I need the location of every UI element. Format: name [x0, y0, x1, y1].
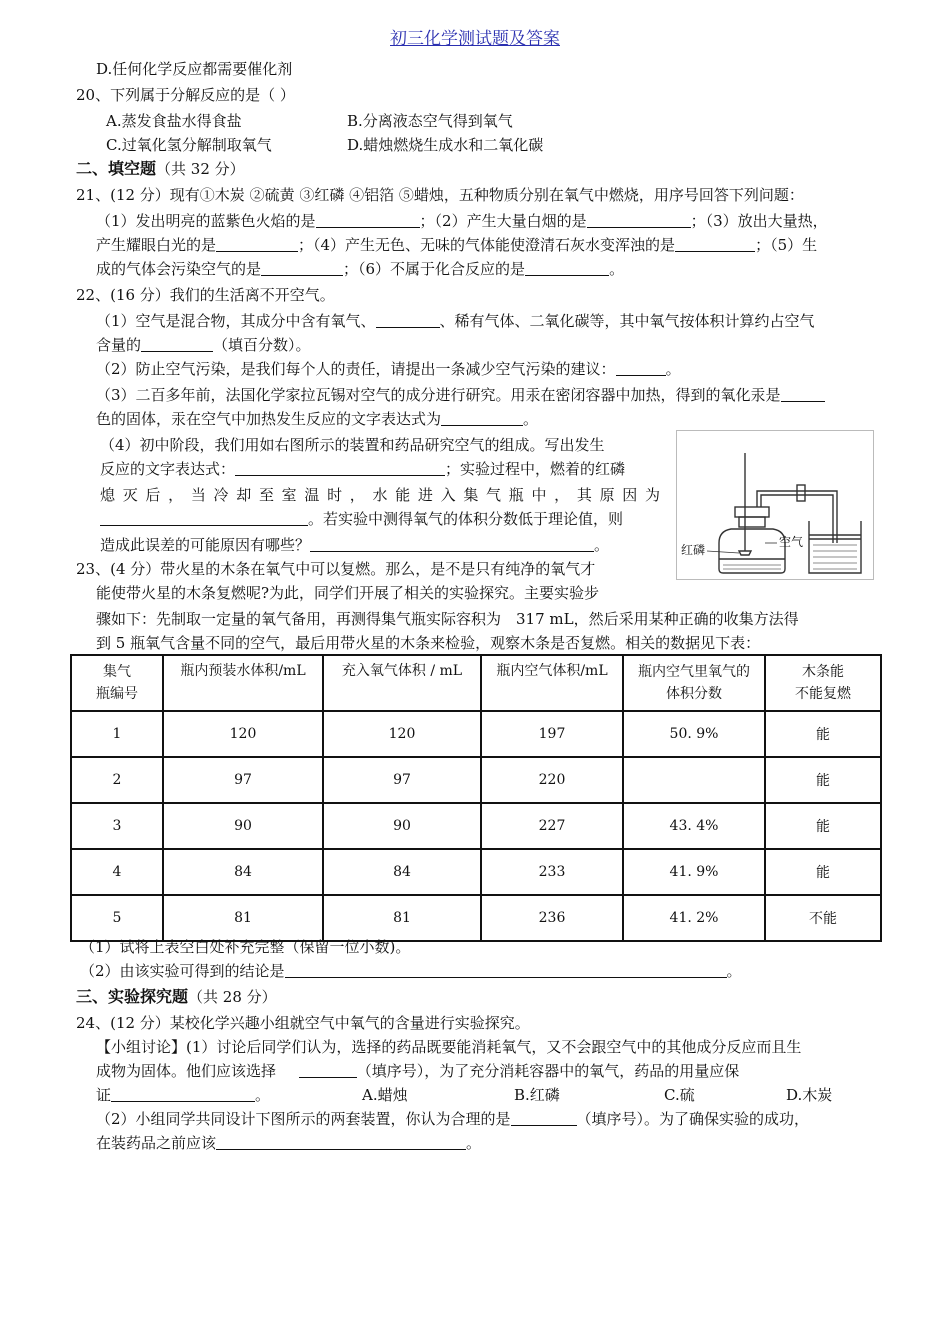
q22-blank-7[interactable]: [100, 509, 308, 526]
q22-s3-b: 色的固体，汞在空气中加热发生反应的文字表达式为: [96, 410, 442, 428]
q21-blank-5[interactable]: [261, 259, 343, 276]
q23-sub1: （1）试将上表空白处补充完整（保留一位小数)。: [80, 938, 411, 956]
table-cell: 能: [765, 803, 881, 849]
q22-s4-line3: 熄灭后，当冷却至室温时，水能进入集气瓶中，其原因为: [100, 486, 660, 504]
q22-s1-line1: [96, 310, 815, 332]
table-header-cell: 瓶内预装水体积/mL: [163, 655, 323, 711]
q22-blank-8[interactable]: [310, 535, 594, 552]
q22-s3-line2: [96, 408, 538, 430]
q24-blank-1[interactable]: [299, 1061, 357, 1078]
q24-d5-b: 。: [466, 1134, 482, 1152]
q21-line2: [96, 234, 817, 256]
q22-s4-line4: [100, 508, 623, 530]
q23-sub2-b: 。: [726, 962, 742, 980]
q22-s1-b: 、稀有气体、二氧化碳等，其中氧气按体积计算约占空气: [439, 312, 815, 330]
q22-stem: 22、(16 分）我们的生活离不开空气。: [76, 286, 335, 304]
q24-d4-a: （2）小组同学共同设计下图所示的两套装置，你认为合理的是: [96, 1110, 511, 1128]
q22-s1-a: （1）空气是混合物，其成分中含有氧气、: [96, 312, 376, 330]
table-header-cell: 充入氧气体积 / mL: [323, 655, 481, 711]
q24-d2-b: （填序号），为了充分消耗容器中的氧气，药品的用量应保: [356, 1062, 740, 1080]
q21-blank-4[interactable]: [675, 235, 755, 252]
figure-label-phosphorus: 红磷: [681, 543, 706, 557]
table-cell: 能: [765, 849, 881, 895]
q22-blank-4[interactable]: [781, 385, 825, 402]
q24-option-a: A.蜡烛: [362, 1086, 408, 1104]
q24-option-b: B.红磷: [514, 1086, 560, 1104]
table-cell: 84: [163, 849, 323, 895]
table-header-cell: 瓶内空气里氧气的 体积分数: [623, 655, 765, 711]
q20-option-d: D.蜡烛燃烧生成水和二氧化碳: [347, 136, 544, 154]
table-cell: 不能: [765, 895, 881, 941]
q22-s2-a: （2）防止空气污染，是我们每个人的责任，请提出一条减少空气污染的建议：: [96, 360, 616, 378]
q20-option-a: A.蒸发食盐水得食盐: [106, 112, 242, 130]
q23-blank-conclusion[interactable]: [285, 961, 727, 978]
q20-stem: 20、下列属于分解反应的是（ ）: [76, 86, 295, 104]
section3-points: （共 28 分）: [188, 988, 277, 1006]
table-row: [71, 803, 881, 849]
q24-option-d: D.木炭: [786, 1086, 833, 1104]
q23-line3: 骤如下：先制取一定量的氧气备用，再测得集气瓶实际容积为 317 mL，然后采用某种正确的收集方法得: [96, 610, 799, 628]
q22-blank-2[interactable]: [141, 335, 213, 352]
q23-sub2-a: （2）由该实验可得到的结论是: [80, 962, 285, 980]
q20-option-b: B.分离液态空气得到氧气: [347, 112, 513, 130]
q20-option-c: C.过氧化氢分解制取氧气: [106, 136, 272, 154]
q21-stem: 21、(12 分）现有①木炭 ②硫黄 ③红磷 ④铝箔 ⑤蜡烛，五种物质分别在氧气中燃烧，用序号回答下列问题：: [76, 186, 804, 204]
q24-blank-4[interactable]: [216, 1133, 466, 1150]
q24-d3-a: 证: [96, 1086, 112, 1104]
q21-part1: （1）发出明亮的蓝紫色火焰的是: [96, 212, 316, 230]
page-title[interactable]: 初三化学测试题及答案: [390, 29, 560, 49]
q23-sub2: [80, 960, 742, 982]
table-cell: 197: [481, 711, 623, 757]
table-row: [71, 757, 881, 803]
q22-s4-c: ；实验过程中，燃着的红磷: [445, 460, 626, 478]
table-cell: 90: [323, 803, 481, 849]
q22-s4-e: 。若实验中测得氧气的体积分数低于理论值，则: [308, 510, 624, 528]
q21-line2-c: ；（5）生: [755, 236, 818, 254]
q24-d2-a: 成物为固体。他们应该选择: [96, 1062, 277, 1080]
q23-line2: 能使带火星的木条复燃呢?为此，同学们开展了相关的实验探究。主要实验步: [96, 584, 600, 602]
table-cell: 41. 9%: [623, 849, 765, 895]
section2-heading: [76, 158, 245, 180]
q22-s4-line2: [100, 458, 625, 480]
table-header-cell: 瓶内空气体积/mL: [481, 655, 623, 711]
table-cell: 2: [71, 757, 163, 803]
q24-d4: [96, 1108, 809, 1130]
q22-blank-1[interactable]: [376, 311, 440, 328]
q24-d2: [96, 1060, 739, 1082]
q21-line2-a: 产生耀眼白光的是: [96, 236, 217, 254]
table-cell: 41. 2%: [623, 895, 765, 941]
q21-blank-2[interactable]: [587, 211, 691, 228]
table-cell: 220: [481, 757, 623, 803]
q24-blank-3[interactable]: [511, 1109, 577, 1126]
q22-s3-line1: [96, 384, 825, 406]
apparatus-figure: [676, 430, 874, 580]
table-cell: 84: [323, 849, 481, 895]
table-cell: 90: [163, 803, 323, 849]
table-cell: 43. 4%: [623, 803, 765, 849]
q21-line2-b: ；（4）产生无色、无味的气体能使澄清石灰水变浑浊的是: [298, 236, 676, 254]
q21-line3-b: ；（6）不属于化合反应的是: [343, 260, 526, 278]
q21-part2: ；（2）产生大量白烟的是: [419, 212, 587, 230]
q22-s1-line2: [96, 334, 311, 356]
q21-blank-3[interactable]: [216, 235, 298, 252]
q24-stem: 24、(12 分）某校化学兴趣小组就空气中氧气的含量进行实验探究。: [76, 1014, 530, 1032]
apparatus-drawing: [677, 431, 873, 579]
table-cell: 120: [323, 711, 481, 757]
q24-d5: [96, 1132, 481, 1154]
q19-option-d: D.任何化学反应都需要催化剂: [96, 60, 293, 78]
table-cell: 4: [71, 849, 163, 895]
q22-s4-g: 。: [594, 536, 610, 554]
section2-title: 二、填空题: [76, 159, 157, 178]
q21-part3: ；（3）放出大量热，: [690, 212, 828, 230]
figure-label-air: 空气: [779, 535, 804, 549]
q22-s3-a: （3）二百多年前，法国化学家拉瓦锡对空气的成分进行研究。用汞在密闭容器中加热，得到的氧化汞是: [96, 386, 781, 404]
table-header-cell: 木条能 不能复燃: [765, 655, 881, 711]
q22-blank-3[interactable]: [616, 359, 666, 376]
q22-s1-c: 含量的: [96, 336, 142, 354]
q23-line4: 到 5 瓶氧气含量不同的空气，最后用带火星的木条来检验，观察木条是否复燃。相关的数据见下表：: [96, 634, 761, 652]
q24-d3: [96, 1084, 270, 1106]
table-cell: 227: [481, 803, 623, 849]
q22-s4-line5: [100, 534, 609, 556]
section3-title: 三、实验探究题: [76, 987, 189, 1006]
q22-blank-5[interactable]: [441, 409, 523, 426]
q21-line1: [96, 210, 828, 232]
q21-blank-1[interactable]: [316, 211, 420, 228]
q23-line1: 23、(4 分）带火星的木条在氧气中可以复燃。那么，是不是只有纯净的氧气才: [76, 560, 596, 578]
q24-blank-2[interactable]: [111, 1085, 255, 1102]
table-cell: 50. 9%: [623, 711, 765, 757]
section2-points: （共 32 分）: [156, 160, 245, 178]
table-row: [71, 849, 881, 895]
q24-d3-b: 。: [255, 1086, 271, 1104]
table-cell: 81: [323, 895, 481, 941]
q22-s2: [96, 358, 681, 380]
q24-d4-b: （填序号）。为了确保实验的成功，: [576, 1110, 810, 1128]
table-row: [71, 895, 881, 941]
table-cell: 233: [481, 849, 623, 895]
table-blank-cell[interactable]: [623, 757, 765, 803]
q22-s4-line1: （4）初中阶段，我们用如右图所示的装置和药品研究空气的组成。写出发生: [100, 436, 605, 454]
q21-line3-c: 。: [609, 260, 625, 278]
table-cell: 1: [71, 711, 163, 757]
q21-line3: [96, 258, 624, 280]
table-cell: 120: [163, 711, 323, 757]
oxygen-data-table: [70, 654, 882, 942]
table-cell: 81: [163, 895, 323, 941]
q24-d1: 【小组讨论】(1）讨论后同学们认为，选择的药品既要能消耗氧气，又不会跟空气中的其他成分反应而且生: [96, 1038, 802, 1056]
q22-s3-c: 。: [523, 410, 539, 428]
table-cell: 236: [481, 895, 623, 941]
table-cell: 能: [765, 757, 881, 803]
q21-line3-a: 成的气体会污染空气的是: [96, 260, 262, 278]
table-header-row: [71, 655, 881, 711]
q22-s1-d: （填百分数）。: [213, 336, 311, 354]
q21-blank-6[interactable]: [525, 259, 609, 276]
section3-heading: [76, 986, 277, 1008]
table-header-cell: 集气 瓶编号: [71, 655, 163, 711]
table-cell: 能: [765, 711, 881, 757]
table-cell: 97: [323, 757, 481, 803]
q22-s2-b: 。: [665, 360, 681, 378]
q24-option-c: C.硫: [664, 1086, 695, 1104]
table-cell: 97: [163, 757, 323, 803]
q22-s4-b: 反应的文字表达式：: [100, 460, 236, 478]
table-row: [71, 711, 881, 757]
q22-blank-6[interactable]: [235, 459, 445, 476]
table-cell: 3: [71, 803, 163, 849]
table-cell: 5: [71, 895, 163, 941]
q22-s4-f: 造成此误差的可能原因有哪些？: [100, 536, 311, 554]
q24-d5-a: 在装药品之前应该: [96, 1134, 217, 1152]
